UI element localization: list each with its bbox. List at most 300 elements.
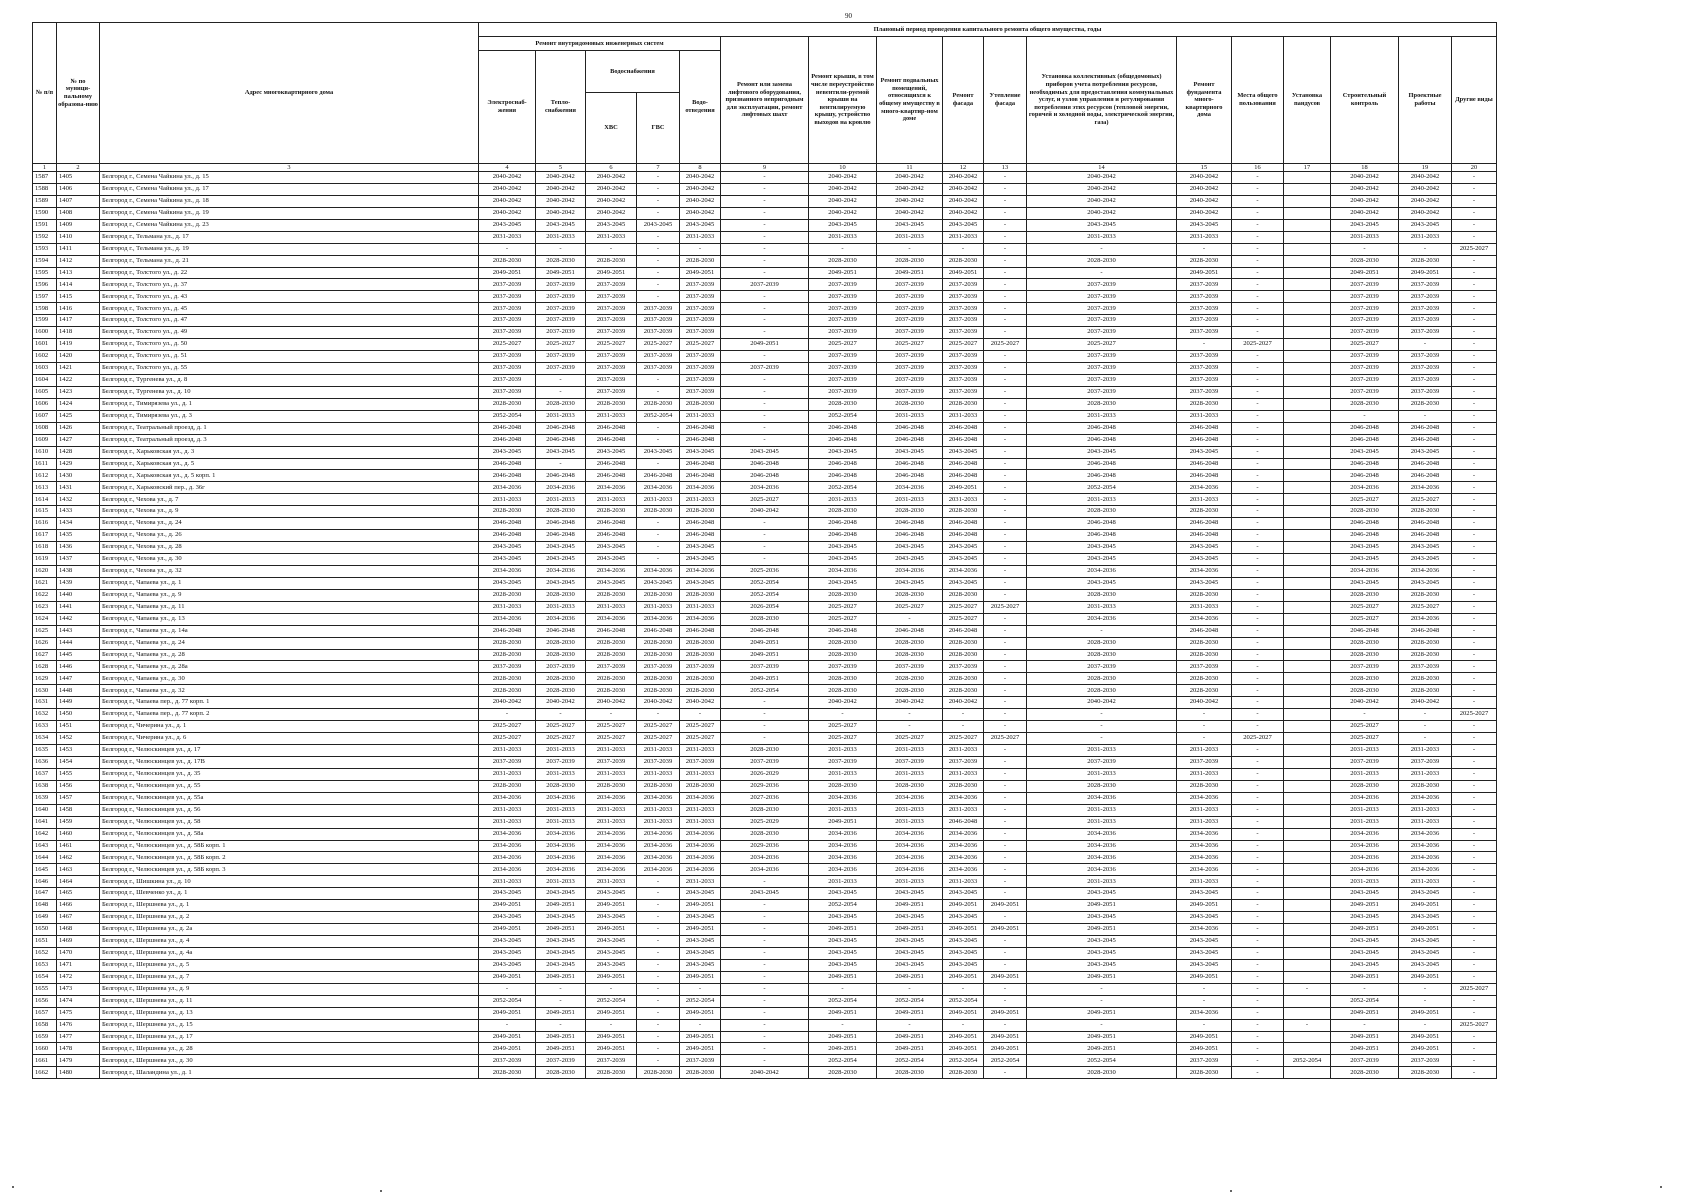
period-cell: 2049-2051 xyxy=(1177,267,1232,279)
period-cell: - xyxy=(536,386,586,398)
period-cell: 2046-2048 xyxy=(1331,470,1399,482)
row-number-cell: 1469 xyxy=(57,936,100,948)
period-cell: 2028-2030 xyxy=(1399,780,1452,792)
row-number-cell: 1453 xyxy=(57,745,100,757)
period-cell xyxy=(1284,756,1331,768)
period-cell: 2031-2033 xyxy=(586,816,637,828)
table-row xyxy=(33,601,1497,613)
period-cell: 2034-2036 xyxy=(680,482,721,494)
period-cell: - xyxy=(721,983,809,995)
period-cell: 2028-2030 xyxy=(1399,685,1452,697)
period-cell: 2040-2042 xyxy=(1331,183,1399,195)
address-cell: Белгород г., Челюскинцев ул., д. 58Б корп. 3 xyxy=(100,864,479,876)
period-cell: 2046-2048 xyxy=(680,530,721,542)
period-cell: 2037-2039 xyxy=(1027,374,1177,386)
period-cell xyxy=(1284,840,1331,852)
table-body xyxy=(33,172,1497,1079)
period-cell: 2043-2045 xyxy=(536,542,586,554)
address-cell: Белгород г., Толстого ул., д. 47 xyxy=(100,315,479,327)
period-cell: - xyxy=(1232,172,1284,184)
row-number-cell: 1624 xyxy=(33,613,57,625)
period-cell: - xyxy=(637,434,680,446)
period-cell: - xyxy=(1452,900,1497,912)
period-cell: 2031-2033 xyxy=(479,601,536,613)
period-cell: - xyxy=(637,172,680,184)
period-cell: 2034-2036 xyxy=(877,864,943,876)
period-cell: 2049-2051 xyxy=(1027,900,1177,912)
period-cell: - xyxy=(721,207,809,219)
period-cell: - xyxy=(984,363,1027,375)
period-cell: 2025-2029 xyxy=(721,816,809,828)
table-row xyxy=(33,900,1497,912)
period-cell: 2037-2039 xyxy=(1399,327,1452,339)
table-row xyxy=(33,422,1497,434)
table-row xyxy=(33,840,1497,852)
period-cell: 2028-2030 xyxy=(479,398,536,410)
period-cell: 2040-2042 xyxy=(536,697,586,709)
address-cell: Белгород г., Шишкина ул., д. 10 xyxy=(100,876,479,888)
period-cell: 2043-2045 xyxy=(479,912,536,924)
period-cell: 2025-2027 xyxy=(809,733,877,745)
period-cell: 2031-2033 xyxy=(637,768,680,780)
period-cell: 2028-2030 xyxy=(680,649,721,661)
period-cell: - xyxy=(721,1031,809,1043)
period-cell: 2052-2054 xyxy=(809,995,877,1007)
period-cell: - xyxy=(984,685,1027,697)
period-cell: 2043-2045 xyxy=(479,542,536,554)
period-cell: 2040-2042 xyxy=(680,183,721,195)
period-cell: 2028-2030 xyxy=(479,506,536,518)
period-cell: 2046-2048 xyxy=(943,816,984,828)
row-number-cell: 1649 xyxy=(33,912,57,924)
period-cell: 2034-2036 xyxy=(943,864,984,876)
table-row xyxy=(33,183,1497,195)
period-cell: 2037-2039 xyxy=(637,315,680,327)
period-cell xyxy=(1284,768,1331,780)
period-cell: 2046-2048 xyxy=(1027,422,1177,434)
period-cell: - xyxy=(1232,876,1284,888)
table-row xyxy=(33,792,1497,804)
period-cell: 2031-2033 xyxy=(943,768,984,780)
period-cell: 2052-2054 xyxy=(809,410,877,422)
period-cell: 2028-2030 xyxy=(1027,685,1177,697)
period-cell: 2037-2039 xyxy=(1399,756,1452,768)
address-cell: Белгород г., Чехова ул., д. 30 xyxy=(100,554,479,566)
period-cell: 2040-2042 xyxy=(680,697,721,709)
period-cell: 2049-2051 xyxy=(1027,1031,1177,1043)
period-cell: 2043-2045 xyxy=(680,888,721,900)
period-cell: 2049-2051 xyxy=(1399,900,1452,912)
table-row xyxy=(33,303,1497,315)
period-cell: 2043-2045 xyxy=(809,947,877,959)
period-cell: 2034-2036 xyxy=(1399,840,1452,852)
row-number-cell: 1451 xyxy=(57,721,100,733)
period-cell: - xyxy=(984,852,1027,864)
period-cell: 2049-2051 xyxy=(1399,924,1452,936)
period-cell: 2049-2051 xyxy=(984,924,1027,936)
period-cell: - xyxy=(1452,589,1497,601)
period-cell xyxy=(1284,876,1331,888)
period-cell: - xyxy=(637,530,680,542)
period-cell: - xyxy=(1232,1067,1284,1079)
address-cell: Белгород г., Тургенева ул., д. 10 xyxy=(100,386,479,398)
period-cell: 2046-2048 xyxy=(1331,458,1399,470)
header-roof: Ремонт крыши, в том числе переустройство невентили-руемой крыши на вентилируемую крышу, устройство выходов на кровлю xyxy=(809,37,877,164)
period-cell: 2046-2048 xyxy=(536,434,586,446)
period-cell: 2037-2039 xyxy=(637,756,680,768)
period-cell: 2040-2042 xyxy=(1027,172,1177,184)
period-cell: 2034-2036 xyxy=(680,565,721,577)
period-cell: - xyxy=(1399,1019,1452,1031)
row-number-cell: 1426 xyxy=(57,422,100,434)
period-cell: 2043-2045 xyxy=(1331,542,1399,554)
row-number-cell: 1425 xyxy=(57,410,100,422)
period-cell: - xyxy=(984,983,1027,995)
period-cell: 2046-2048 xyxy=(1027,458,1177,470)
period-cell: 2037-2039 xyxy=(721,363,809,375)
period-cell: 2037-2039 xyxy=(1177,303,1232,315)
period-cell: 2028-2030 xyxy=(809,685,877,697)
address-cell: Белгород г., Театральный проезд, д. 1 xyxy=(100,422,479,434)
period-cell: 2043-2045 xyxy=(586,554,637,566)
period-cell: 2037-2039 xyxy=(943,279,984,291)
period-cell: 2040-2042 xyxy=(680,172,721,184)
period-cell: - xyxy=(721,231,809,243)
row-number-cell: 1634 xyxy=(33,733,57,745)
period-cell: - xyxy=(877,613,943,625)
period-cell xyxy=(1284,995,1331,1007)
period-cell: 2052-2054 xyxy=(637,410,680,422)
period-cell: 2034-2036 xyxy=(1177,840,1232,852)
period-cell: 2031-2033 xyxy=(1027,601,1177,613)
table-row xyxy=(33,995,1497,1007)
period-cell: 2031-2033 xyxy=(536,816,586,828)
period-cell: - xyxy=(984,745,1027,757)
period-cell: - xyxy=(984,995,1027,1007)
period-cell: 2037-2039 xyxy=(809,315,877,327)
period-cell: 2028-2030 xyxy=(877,673,943,685)
period-cell: 2031-2033 xyxy=(586,804,637,816)
period-cell: 2046-2048 xyxy=(1331,422,1399,434)
period-cell xyxy=(1284,518,1331,530)
period-cell: - xyxy=(1232,410,1284,422)
period-cell: 2028-2030 xyxy=(680,506,721,518)
address-cell: Белгород г., Челюскинцев ул., д. 35 xyxy=(100,768,479,780)
period-cell: - xyxy=(984,506,1027,518)
period-cell: 2046-2048 xyxy=(1177,458,1232,470)
period-cell: 2052-2054 xyxy=(1027,1055,1177,1067)
period-cell: 2034-2036 xyxy=(536,864,586,876)
period-cell: 2031-2033 xyxy=(637,804,680,816)
period-cell: 2028-2030 xyxy=(1027,780,1177,792)
period-cell: 2034-2036 xyxy=(479,852,536,864)
period-cell: 2040-2042 xyxy=(1399,183,1452,195)
table-row xyxy=(33,470,1497,482)
table-row xyxy=(33,709,1497,721)
row-number-cell: 1464 xyxy=(57,876,100,888)
period-cell: 2037-2039 xyxy=(877,291,943,303)
period-cell: - xyxy=(721,267,809,279)
period-cell: 2043-2045 xyxy=(479,947,536,959)
period-cell: 2037-2039 xyxy=(1177,291,1232,303)
period-cell: 2031-2033 xyxy=(1027,804,1177,816)
period-cell: - xyxy=(721,959,809,971)
period-cell: 2049-2051 xyxy=(680,267,721,279)
period-cell: 2049-2051 xyxy=(1399,1043,1452,1055)
period-cell: - xyxy=(1232,864,1284,876)
period-cell: 2034-2036 xyxy=(536,482,586,494)
period-cell: - xyxy=(1232,888,1284,900)
period-cell: - xyxy=(1452,792,1497,804)
period-cell xyxy=(1284,959,1331,971)
period-cell: 2028-2030 xyxy=(1027,255,1177,267)
period-cell: 2028-2030 xyxy=(721,613,809,625)
address-cell: Белгород г., Чапаева ул., д. 28а xyxy=(100,661,479,673)
period-cell: - xyxy=(984,589,1027,601)
period-cell: - xyxy=(984,577,1027,589)
period-cell xyxy=(1284,195,1331,207)
address-cell: Белгород г., Тимирязева ул., д. 1 xyxy=(100,398,479,410)
period-cell: 2028-2030 xyxy=(586,649,637,661)
period-cell: - xyxy=(1232,386,1284,398)
row-number-cell: 1644 xyxy=(33,852,57,864)
period-cell: 2031-2033 xyxy=(1331,816,1399,828)
period-cell: - xyxy=(1452,183,1497,195)
period-cell: 2040-2042 xyxy=(1399,195,1452,207)
period-cell: 2034-2036 xyxy=(877,828,943,840)
row-number-cell: 1619 xyxy=(33,554,57,566)
period-cell: 2043-2045 xyxy=(809,542,877,554)
period-cell: - xyxy=(984,291,1027,303)
address-cell: Белгород г., Чапаева ул., д. 32 xyxy=(100,685,479,697)
period-cell: - xyxy=(1452,613,1497,625)
row-number-cell: 1632 xyxy=(33,709,57,721)
period-cell: 2037-2039 xyxy=(1027,661,1177,673)
period-cell: 2049-2051 xyxy=(1399,1007,1452,1019)
period-cell: 2037-2039 xyxy=(1399,1055,1452,1067)
table-row xyxy=(33,565,1497,577)
period-cell xyxy=(1284,172,1331,184)
row-number-cell: 1613 xyxy=(33,482,57,494)
period-cell: 2037-2039 xyxy=(1177,661,1232,673)
period-cell: 2028-2030 xyxy=(943,780,984,792)
period-cell: 2034-2036 xyxy=(1399,565,1452,577)
period-cell: 2034-2036 xyxy=(680,864,721,876)
period-cell: 2040-2042 xyxy=(479,697,536,709)
period-cell: 2034-2036 xyxy=(1399,864,1452,876)
period-cell: 2034-2036 xyxy=(1399,852,1452,864)
row-number-cell: 1617 xyxy=(33,530,57,542)
period-cell: 2037-2039 xyxy=(721,756,809,768)
period-cell: 2028-2030 xyxy=(479,673,536,685)
period-cell xyxy=(1284,852,1331,864)
period-cell: - xyxy=(1177,709,1232,721)
period-cell: - xyxy=(1232,768,1284,780)
period-cell: 2025-2027 xyxy=(1232,339,1284,351)
period-cell: - xyxy=(637,959,680,971)
period-cell: 2037-2039 xyxy=(637,363,680,375)
period-cell: 2031-2033 xyxy=(586,876,637,888)
period-cell: 2049-2051 xyxy=(1177,1043,1232,1055)
period-cell: - xyxy=(721,697,809,709)
period-cell: - xyxy=(721,542,809,554)
period-cell: 2034-2036 xyxy=(721,482,809,494)
address-cell: Белгород г., Тельмана ул., д. 19 xyxy=(100,243,479,255)
period-cell: 2040-2042 xyxy=(877,207,943,219)
period-cell: - xyxy=(721,410,809,422)
period-cell: 2028-2030 xyxy=(479,589,536,601)
period-cell: 2049-2051 xyxy=(809,1043,877,1055)
period-cell: - xyxy=(1232,780,1284,792)
period-cell: 2043-2045 xyxy=(586,577,637,589)
period-cell: 2028-2030 xyxy=(586,506,637,518)
period-cell: 2037-2039 xyxy=(536,279,586,291)
row-number-cell: 1597 xyxy=(33,291,57,303)
period-cell: 2037-2039 xyxy=(1399,374,1452,386)
period-cell: - xyxy=(984,434,1027,446)
row-number-cell: 1587 xyxy=(33,172,57,184)
period-cell: 2034-2036 xyxy=(1331,565,1399,577)
period-cell: - xyxy=(637,1043,680,1055)
period-cell xyxy=(1284,1007,1331,1019)
period-cell: 2049-2051 xyxy=(680,924,721,936)
period-cell: - xyxy=(1452,1007,1497,1019)
period-cell: 2028-2030 xyxy=(586,685,637,697)
period-cell: 2046-2048 xyxy=(479,530,536,542)
period-cell: - xyxy=(1399,995,1452,1007)
period-cell: - xyxy=(1232,267,1284,279)
period-cell: 2034-2036 xyxy=(1331,852,1399,864)
period-cell: 2025-2027 xyxy=(1331,494,1399,506)
period-cell: 2025-2027 xyxy=(1331,733,1399,745)
address-cell: Белгород г., Толстого ул., д. 50 xyxy=(100,339,479,351)
address-cell: Белгород г., Семена Чайкина ул., д. 15 xyxy=(100,172,479,184)
period-cell: 2046-2048 xyxy=(943,422,984,434)
period-cell xyxy=(1284,398,1331,410)
table-row xyxy=(33,1007,1497,1019)
period-cell: 2025-2027 xyxy=(809,339,877,351)
address-cell: Белгород г., Челюскинцев ул., д. 58Б корп. 1 xyxy=(100,840,479,852)
period-cell: - xyxy=(637,924,680,936)
period-cell: 2040-2042 xyxy=(1399,697,1452,709)
period-cell xyxy=(1284,792,1331,804)
row-number-cell: 1467 xyxy=(57,912,100,924)
period-cell: 2037-2039 xyxy=(586,315,637,327)
period-cell: 2049-2051 xyxy=(1331,971,1399,983)
period-cell: 2037-2039 xyxy=(680,303,721,315)
period-cell: 2043-2045 xyxy=(1177,912,1232,924)
address-cell: Белгород г., Чапаева ул., д. 9 xyxy=(100,589,479,601)
table-row xyxy=(33,685,1497,697)
period-cell xyxy=(1284,936,1331,948)
period-cell: 2028-2030 xyxy=(809,506,877,518)
address-cell: Белгород г., Чапаева ул., д. 1 xyxy=(100,577,479,589)
period-cell: 2046-2048 xyxy=(1399,434,1452,446)
period-cell: - xyxy=(984,840,1027,852)
period-cell xyxy=(1284,1031,1331,1043)
period-cell: - xyxy=(1232,828,1284,840)
row-number-cell: 1414 xyxy=(57,279,100,291)
period-cell: 2049-2051 xyxy=(877,900,943,912)
period-cell: 2031-2033 xyxy=(1177,494,1232,506)
row-number-cell: 1434 xyxy=(57,518,100,530)
period-cell xyxy=(1284,625,1331,637)
period-cell: 2028-2030 xyxy=(1331,637,1399,649)
period-cell: 2031-2033 xyxy=(536,804,586,816)
period-cell: 2046-2048 xyxy=(586,518,637,530)
period-cell: - xyxy=(536,1019,586,1031)
period-cell: 2034-2036 xyxy=(721,864,809,876)
period-cell: 2049-2051 xyxy=(1177,971,1232,983)
period-cell: 2028-2030 xyxy=(877,1067,943,1079)
period-cell: - xyxy=(637,231,680,243)
period-cell: - xyxy=(1232,900,1284,912)
table-row xyxy=(33,458,1497,470)
period-cell: 2034-2036 xyxy=(1331,828,1399,840)
period-cell: - xyxy=(586,1019,637,1031)
period-cell: 2028-2030 xyxy=(536,506,586,518)
period-cell: 2046-2048 xyxy=(536,422,586,434)
period-cell: 2028-2030 xyxy=(1331,398,1399,410)
table-row xyxy=(33,351,1497,363)
period-cell: 2046-2048 xyxy=(586,470,637,482)
period-cell: 2046-2048 xyxy=(721,470,809,482)
period-cell: 2037-2039 xyxy=(1027,363,1177,375)
period-cell: 2043-2045 xyxy=(1331,888,1399,900)
period-cell: - xyxy=(1232,816,1284,828)
period-cell: 2028-2030 xyxy=(809,398,877,410)
table-row xyxy=(33,494,1497,506)
row-number-cell: 1600 xyxy=(33,327,57,339)
period-cell: - xyxy=(984,1067,1027,1079)
period-cell: 2025-2027 xyxy=(1399,601,1452,613)
period-cell: 2043-2045 xyxy=(877,577,943,589)
period-cell: 2037-2039 xyxy=(1027,327,1177,339)
period-cell: 2031-2033 xyxy=(479,494,536,506)
period-cell: - xyxy=(1232,315,1284,327)
period-cell: 2037-2039 xyxy=(680,374,721,386)
period-cell: 2034-2036 xyxy=(536,613,586,625)
period-cell: 2046-2048 xyxy=(479,470,536,482)
period-cell: - xyxy=(1232,1007,1284,1019)
period-cell: - xyxy=(984,530,1027,542)
period-cell: - xyxy=(943,243,984,255)
period-cell: 2049-2051 xyxy=(479,924,536,936)
header-col-no: № п/п xyxy=(33,23,57,164)
period-cell: 2028-2030 xyxy=(1399,649,1452,661)
row-number-cell: 1606 xyxy=(33,398,57,410)
period-cell: 2037-2039 xyxy=(586,291,637,303)
period-cell: 2031-2033 xyxy=(809,768,877,780)
period-cell: - xyxy=(721,709,809,721)
period-cell: - xyxy=(721,351,809,363)
period-cell: 2034-2036 xyxy=(1177,565,1232,577)
period-cell: 2025-2027 xyxy=(1452,709,1497,721)
period-cell: 2052-2054 xyxy=(1331,995,1399,1007)
period-cell: 2043-2045 xyxy=(943,936,984,948)
row-number-cell: 1595 xyxy=(33,267,57,279)
address-cell: Белгород г., Шершнева ул., д. 11 xyxy=(100,995,479,1007)
period-cell: 2028-2030 xyxy=(877,255,943,267)
period-cell: 2025-2027 xyxy=(877,601,943,613)
period-cell: 2028-2030 xyxy=(1177,1067,1232,1079)
address-cell: Белгород г., Шаландина ул., д. 1 xyxy=(100,1067,479,1079)
period-cell: 2046-2048 xyxy=(809,518,877,530)
period-cell: 2028-2030 xyxy=(536,255,586,267)
row-number-cell: 1650 xyxy=(33,924,57,936)
period-cell: 2046-2048 xyxy=(877,470,943,482)
period-cell: 2031-2033 xyxy=(877,494,943,506)
